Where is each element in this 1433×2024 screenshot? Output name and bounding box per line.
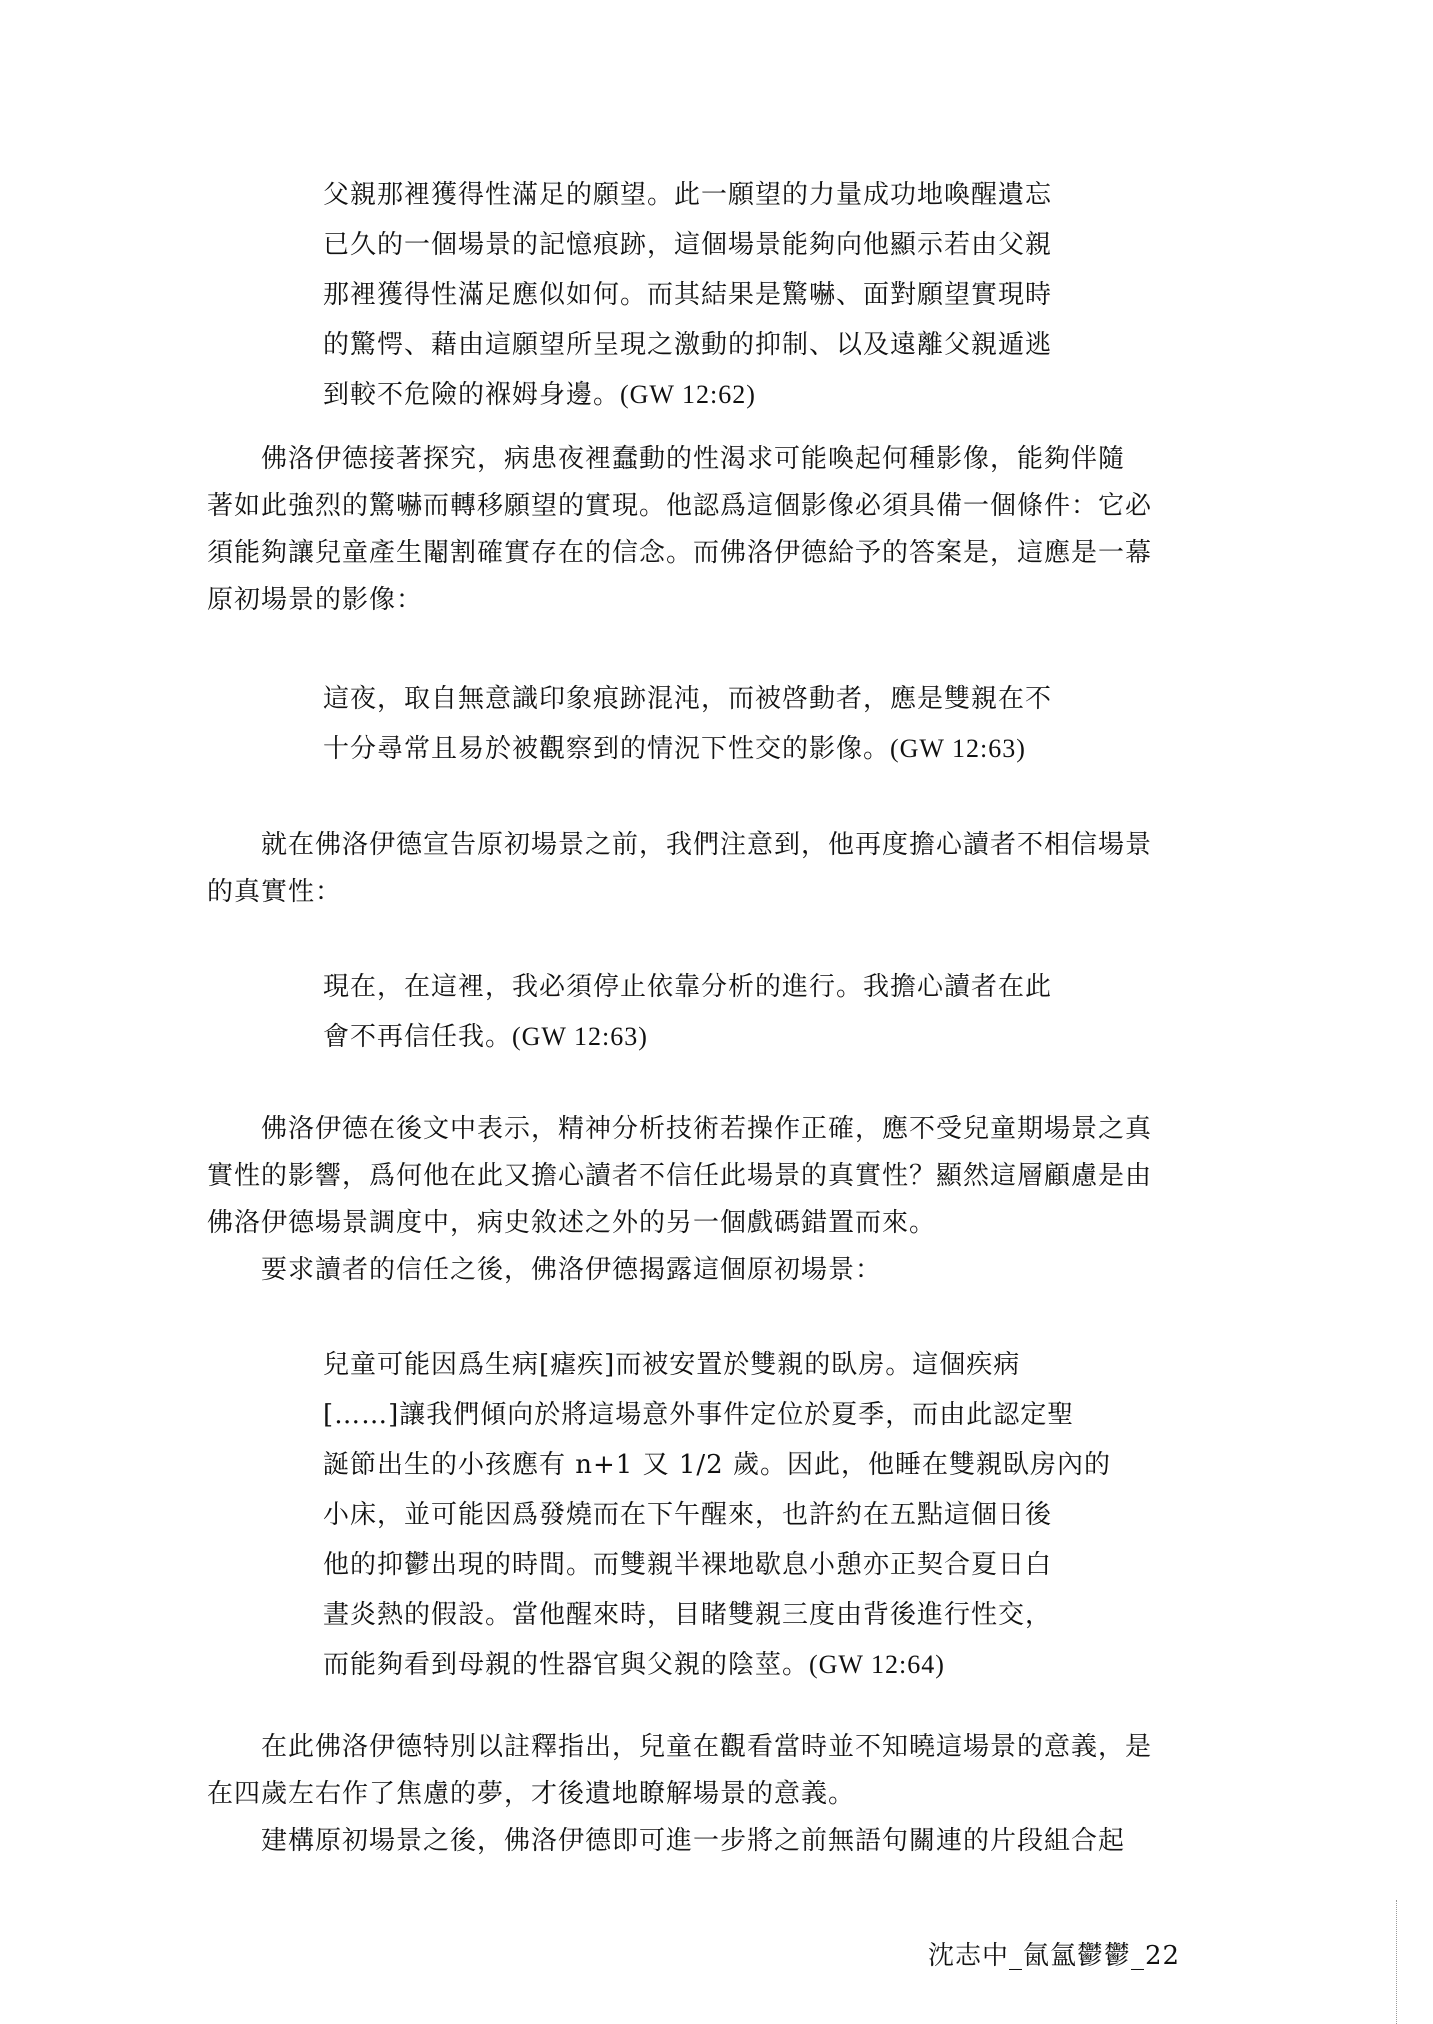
block-quote-4 bbox=[323, 1340, 1123, 1690]
paragraph-line: 著如此強烈的驚嚇而轉移願望的實現。他認爲這個影像必須具備一個條件：它必 bbox=[207, 491, 1153, 521]
paragraph-line: 在此佛洛伊德特別以註釋指出，兒童在觀看當時並不知曉這場景的意義，是 bbox=[261, 1732, 1153, 1762]
block-quote-3 bbox=[323, 962, 1123, 1062]
quote-line: 現在，在這裡，我必須停止依靠分析的進行。我擔心讀者在此 bbox=[323, 972, 1053, 1002]
block-quote-1 bbox=[323, 170, 1123, 420]
quote-line: 兒童可能因爲生病[瘧疾]而被安置於雙親的臥房。這個疾病 bbox=[323, 1350, 1021, 1380]
paragraph-line: 原初場景的影像： bbox=[207, 585, 424, 615]
block-quote-2 bbox=[323, 674, 1123, 774]
quote-line: 他的抑鬱出現的時間。而雙親半裸地歇息小憩亦正契合夏日白 bbox=[323, 1550, 1053, 1580]
quote-line: 那裡獲得性滿足應似如何。而其結果是驚嚇、面對願望實現時 bbox=[323, 280, 1053, 310]
quote-line: 晝炎熱的假設。當他醒來時，目睹雙親三度由背後進行性交， bbox=[323, 1600, 1053, 1630]
quote-line: 會不再信任我。(GW 12:63) bbox=[323, 1022, 648, 1051]
scan-margin-rule bbox=[1396, 1900, 1397, 2024]
paragraph-line: 須能夠讓兒童產生閹割確實存在的信念。而佛洛伊德給予的答案是，這應是一幕 bbox=[207, 538, 1153, 568]
block-paragraph-4 bbox=[207, 1724, 1207, 1865]
quote-line: 小床，並可能因爲發燒而在下午醒來，也許約在五點這個日後 bbox=[323, 1500, 1053, 1530]
quote-line: [……]讓我們傾向於將這場意外事件定位於夏季，而由此認定聖 bbox=[323, 1400, 1075, 1430]
block-paragraph-3 bbox=[207, 1106, 1207, 1294]
paragraph-line: 佛洛伊德在後文中表示，精神分析技術若操作正確，應不受兒童期場景之真 bbox=[261, 1114, 1153, 1144]
quote-line: 而能夠看到母親的性器官與父親的陰莖。(GW 12:64) bbox=[323, 1650, 945, 1679]
paragraph-line: 佛洛伊德場景調度中，病史敘述之外的另一個戲碼錯置而來。 bbox=[207, 1208, 937, 1238]
paragraph-line: 的真實性： bbox=[207, 877, 343, 907]
page-footer: 沈志中_氤氳鬱鬱_22 bbox=[928, 1941, 1181, 1971]
quote-line: 父親那裡獲得性滿足的願望。此一願望的力量成功地喚醒遺忘 bbox=[323, 180, 1053, 210]
quote-line: 到較不危險的褓姆身邊。(GW 12:62) bbox=[323, 380, 756, 409]
quote-line: 的驚愕、藉由這願望所呈現之激動的抑制、以及遠離父親遁逃 bbox=[323, 330, 1053, 360]
quote-line: 這夜，取自無意識印象痕跡混沌，而被啓動者，應是雙親在不 bbox=[323, 684, 1053, 714]
quote-line: 十分尋常且易於被觀察到的情況下性交的影像。(GW 12:63) bbox=[323, 734, 1026, 763]
paragraph-line: 在四歲左右作了焦慮的夢，才後遺地瞭解場景的意義。 bbox=[207, 1779, 856, 1809]
paragraph-line: 實性的影響，爲何他在此又擔心讀者不信任此場景的真實性？顯然這層顧慮是由 bbox=[207, 1161, 1153, 1191]
paragraph-line: 要求讀者的信任之後，佛洛伊德揭露這個原初場景： bbox=[261, 1255, 883, 1285]
block-paragraph-2 bbox=[207, 822, 1207, 916]
paragraph-line: 佛洛伊德接著探究，病患夜裡蠢動的性渴求可能喚起何種影像，能夠伴隨 bbox=[261, 444, 1126, 474]
block-paragraph-1 bbox=[207, 436, 1207, 624]
quote-line: 誕節出生的小孩應有 n+1 又 1/2 歲。因此，他睡在雙親臥房內的 bbox=[323, 1450, 1111, 1480]
paragraph-line: 建構原初場景之後，佛洛伊德即可進一步將之前無語句關連的片段組合起 bbox=[261, 1826, 1126, 1856]
quote-line: 已久的一個場景的記憶痕跡，這個場景能夠向他顯示若由父親 bbox=[323, 230, 1053, 260]
paragraph-line: 就在佛洛伊德宣告原初場景之前，我們注意到，他再度擔心讀者不相信場景 bbox=[261, 830, 1153, 860]
